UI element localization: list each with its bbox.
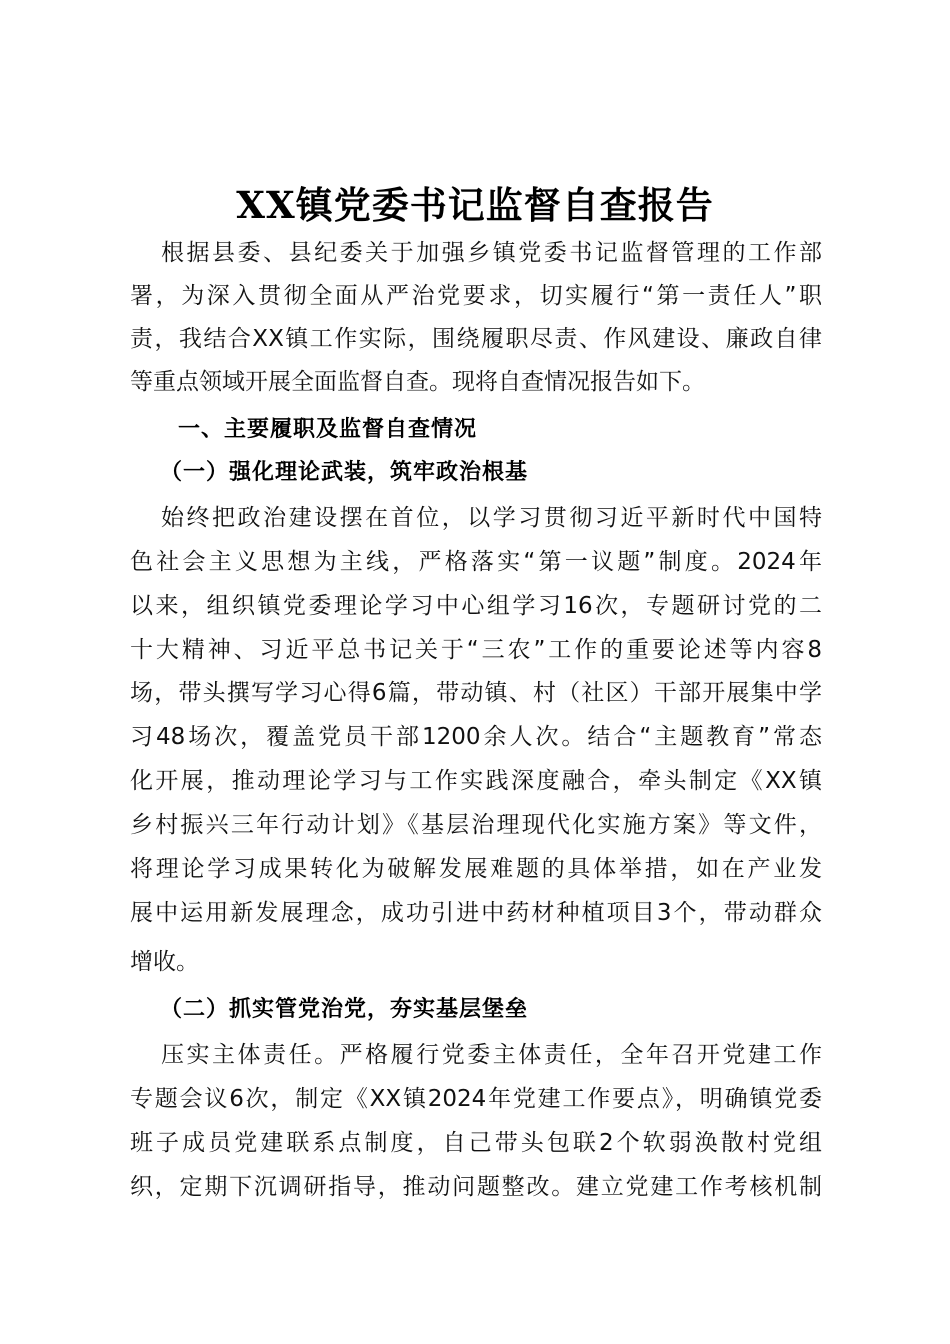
document-title: XX镇党委书记监督自查报告 [236,183,714,227]
paragraph-line: 将理论学习成果转化为破解发展难题的具体举措，如在产业发 [130,856,822,882]
paragraph-line: 十大精神、习近平总书记关于“三农”工作的重要论述等内容8 [130,637,822,663]
paragraph-line: 织，定期下沉调研指导，推动问题整改。建立党建工作考核机制 [130,1174,822,1200]
paragraph-line: 场，带头撰写学习心得6篇，带动镇、村（社区）干部开展集中学 [130,680,822,706]
paragraph-line: 专题会议6次，制定《XX镇2024年党建工作要点》，明确镇党委 [130,1086,822,1112]
paragraph-line: 化开展，推动理论学习与工作实践深度融合，牵头制定《XX镇 [130,768,822,794]
intro-line: 等重点领域开展全面监督自查。现将自查情况报告如下。 [130,369,705,395]
intro-line: 署，为深入贯彻全面从严治党要求，切实履行“第一责任人”职 [130,283,822,309]
paragraph-line: 以来，组织镇党委理论学习中心组学习16次，专题研讨党的二 [130,593,822,619]
paragraph-line: 增收。 [130,949,199,975]
paragraph-line: 始终把政治建设摆在首位，以学习贯彻习近平新时代中国特 [161,505,822,531]
paragraph-line: 乡村振兴三年行动计划》《基层治理现代化实施方案》等文件， [130,812,822,838]
subsection-heading: （一）强化理论武装，筑牢政治根基 [160,460,529,485]
intro-line: 根据县委、县纪委关于加强乡镇党委书记监督管理的工作部 [161,240,822,266]
paragraph-line: 展中运用新发展理念，成功引进中药材种植项目3个，带动群众 [130,900,822,926]
section-heading: 一、主要履职及监督自查情况 [178,417,478,442]
paragraph-line: 班子成员党建联系点制度，自己带头包联2个软弱涣散村党组 [130,1130,822,1156]
paragraph-line: 色社会主义思想为主线，严格落实“第一议题”制度。2024年 [130,549,822,575]
intro-line: 责，我结合XX镇工作实际，围绕履职尽责、作风建设、廉政自律 [130,326,822,352]
paragraph-line: 习48场次，覆盖党员干部1200余人次。结合“主题教育”常态 [130,724,822,750]
paragraph-line: 压实主体责任。严格履行党委主体责任，全年召开党建工作 [161,1042,822,1068]
subsection-heading: （二）抓实管党治党，夯实基层堡垒 [160,997,529,1022]
